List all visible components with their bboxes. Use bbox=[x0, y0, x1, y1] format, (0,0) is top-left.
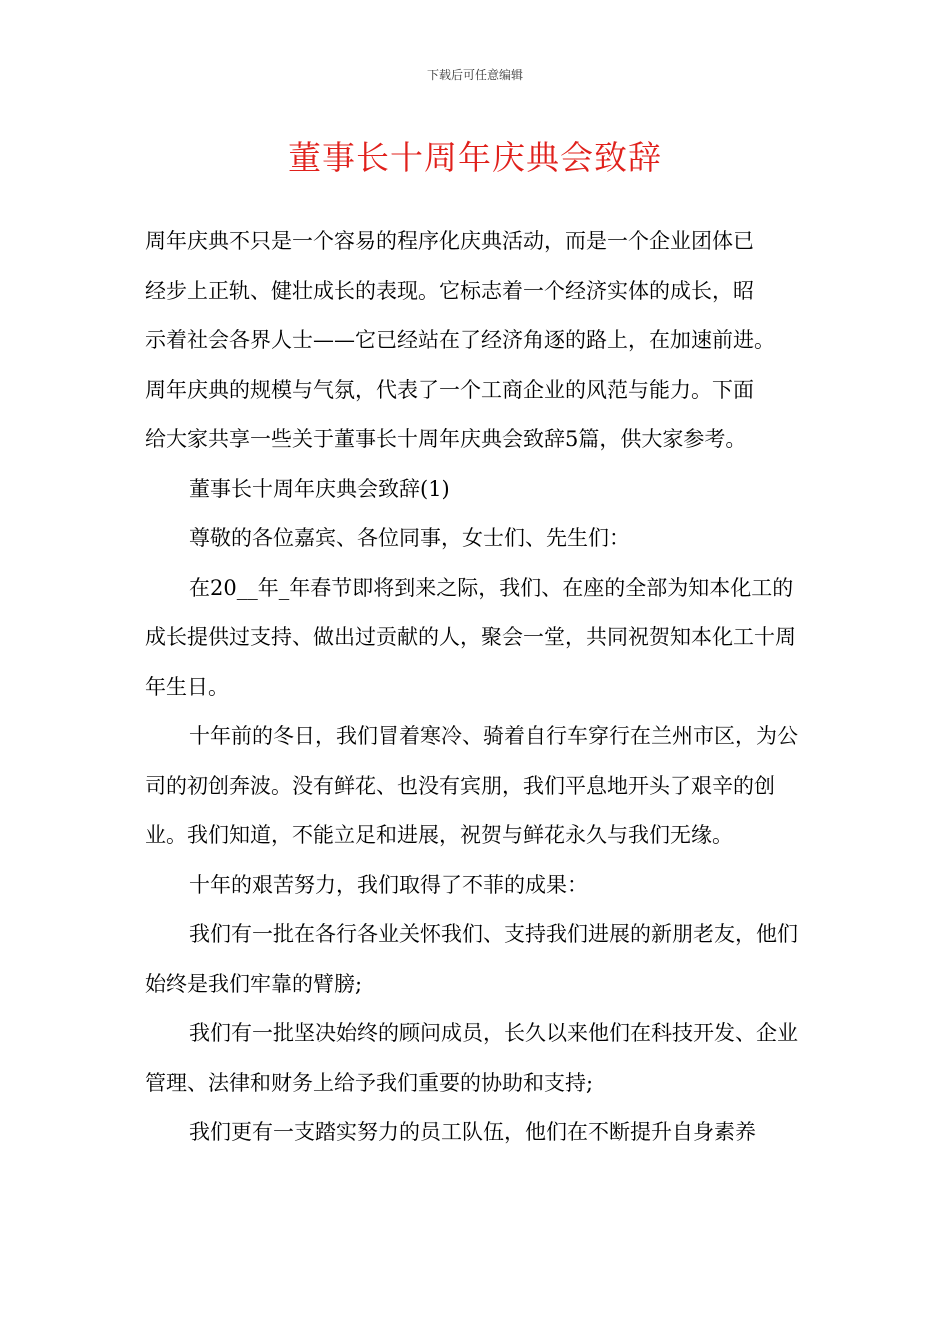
document-title: 董事长十周年庆典会致辞 bbox=[288, 138, 662, 177]
body-paragraph: 十年的艰苦努力，我们取得了不菲的成果： bbox=[189, 872, 588, 897]
salutation-paragraph: 尊敬的各位嘉宾、各位同事，女士们、先生们： bbox=[189, 526, 630, 550]
body-paragraph: 我们有一批在各行各业关怀我们、支持我们进展的新朋老友，他们始终是我们牢靠的臂膀; bbox=[145, 922, 798, 996]
intro-paragraph: 周年庆典不只是一个容易的程序化庆典活动，而是一个企业团体已 经步上正轨、健壮成长的表现。它标志着一个经济实体的成长，昭 示着社会各界人士——它已经站在了经济角逐的路上，在加速前进。 周年庆典的规模与气氛，代表了一个工商企业的风范与能力。下面 给大家共享一些关于董事长十周年庆典会致辞5篇，供大家参考。 bbox=[145, 229, 775, 451]
section-heading: 董事长十周年庆典会致辞(1) bbox=[189, 476, 450, 501]
body-paragraph: 十年前的冬日，我们冒着寒冷、骑着自行车穿行在兰州市区，为公司的初创奔波。没有鲜花、也没有宾朋，我们平息地开头了艰辛的创业。我们知道，不能立足和进展，祝贺与鲜花永久与我们无缘。 bbox=[145, 724, 798, 847]
body-paragraph: 我们更有一支踏实努力的员工队伍，他们在不断提升自身素养 bbox=[189, 1120, 756, 1144]
header-note: 下载后可任意编辑 bbox=[426, 68, 523, 82]
body-paragraph: 在20__年_年春节即将到来之际，我们、在座的全部为知本化工的成长提供过支持、做出过贡献的人，聚会一堂，共同祝贺知本化工十周年生日。 bbox=[145, 575, 796, 699]
document-body bbox=[145, 217, 810, 1158]
body-paragraph: 我们有一批坚决始终的顾问成员，长久以来他们在科技开发、企业管理、法律和财务上给予我们重要的协助和支持; bbox=[145, 1021, 798, 1095]
